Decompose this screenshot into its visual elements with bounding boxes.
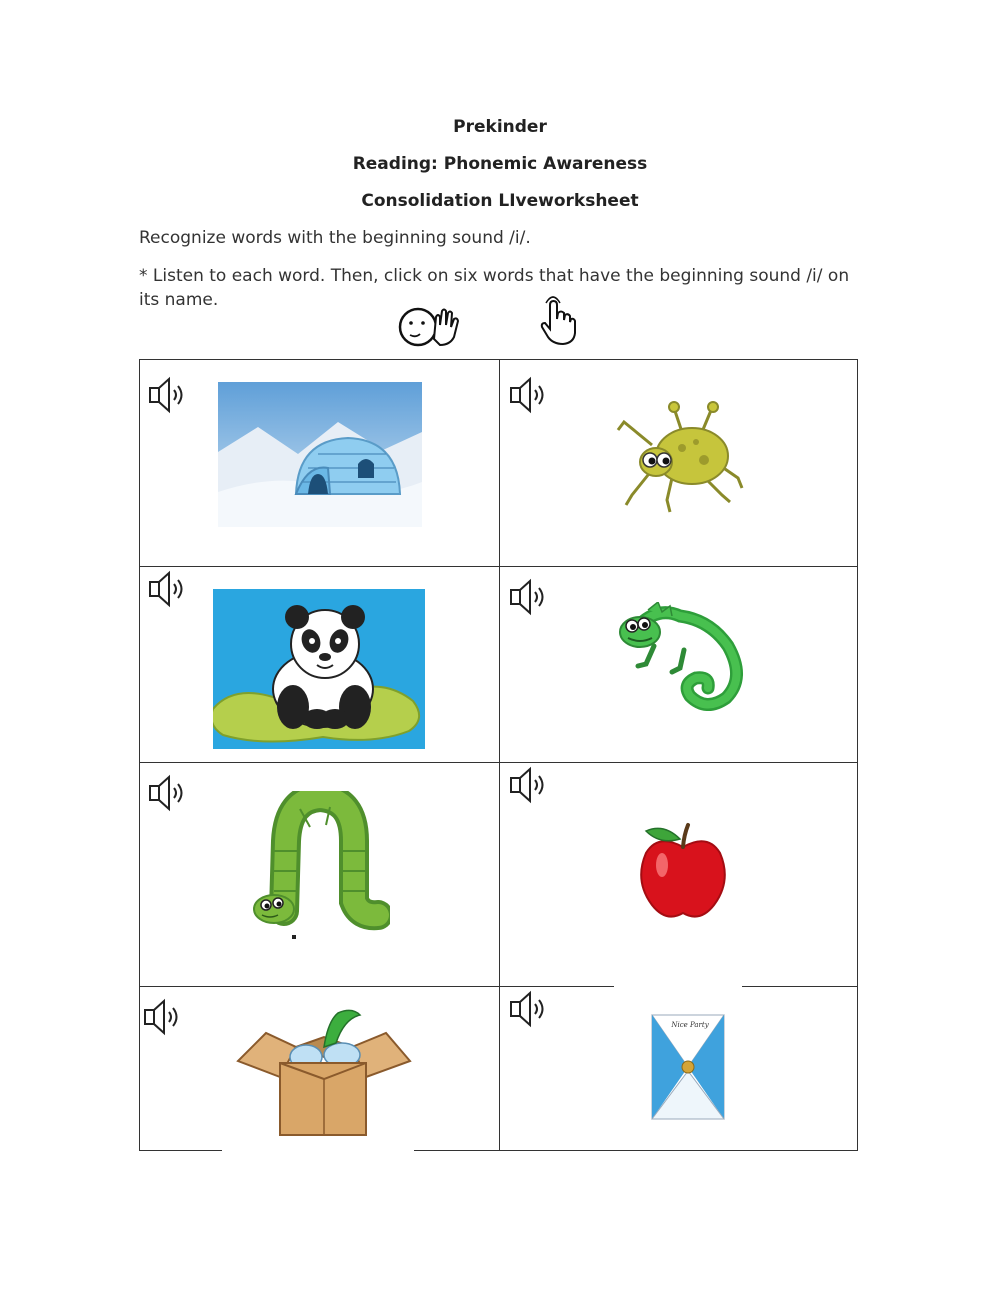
task-text: * Listen to each word. Then, click on six words that have the beginning sound /i/ on its name. xyxy=(139,266,850,310)
invitation-card-text: Nice Party xyxy=(671,1021,709,1029)
border-gap xyxy=(614,982,742,990)
speaker-icon[interactable] xyxy=(147,567,191,611)
objective-text: Recognize words with the beginning sound /i/. xyxy=(139,228,531,248)
insect-picture[interactable] xyxy=(612,400,747,515)
speaker-icon[interactable] xyxy=(147,771,191,815)
speaker-icon[interactable] xyxy=(508,575,552,619)
word-cell[interactable] xyxy=(140,360,499,566)
inchworm-picture[interactable] xyxy=(250,791,390,941)
word-cell[interactable] xyxy=(140,763,499,986)
listen-icon xyxy=(396,303,464,349)
touch-icon xyxy=(537,293,581,347)
speaker-icon[interactable] xyxy=(508,763,552,807)
igloo-picture[interactable] xyxy=(218,382,422,527)
word-cell[interactable] xyxy=(140,567,499,762)
page-title: Prekinder xyxy=(453,117,547,137)
word-cell[interactable] xyxy=(500,567,858,762)
word-grid xyxy=(139,359,858,1151)
speaker-icon[interactable] xyxy=(508,987,552,1031)
word-cell[interactable] xyxy=(500,763,858,986)
word-cell[interactable] xyxy=(500,360,858,566)
word-cell[interactable] xyxy=(500,987,858,1151)
invitation-picture[interactable] xyxy=(648,1011,728,1123)
box-picture[interactable] xyxy=(236,1007,412,1139)
apple-picture[interactable] xyxy=(638,819,728,923)
iguana-picture[interactable] xyxy=(618,602,748,714)
speaker-icon[interactable] xyxy=(147,373,191,417)
word-cell[interactable] xyxy=(140,987,499,1151)
subject-title: Reading: Phonemic Awareness xyxy=(352,154,648,174)
speaker-icon[interactable] xyxy=(508,373,552,417)
panda-picture[interactable] xyxy=(213,589,425,749)
border-gap xyxy=(222,1146,414,1156)
worksheet-title: Consolidation LIveworksheet xyxy=(361,191,639,211)
speaker-icon[interactable] xyxy=(142,995,186,1039)
